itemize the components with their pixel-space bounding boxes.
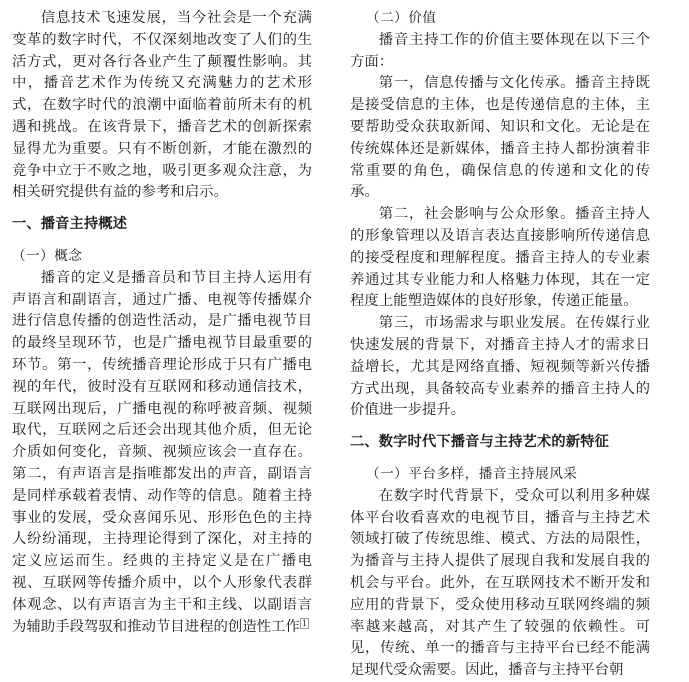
right-column [350,8,650,682]
intro-paragraph: 信息技术飞速发展，当今社会是一个充满变革的数字时代，不仅深刻地改变了人们的生活方式，更对各行各业产生了颠覆性影响。其中，播音艺术作为传统又充满魅力的艺术形式，在数字时代的浪潮中面临着前所未有的机遇和挑战。在该背景下，播音艺术的创新探索显得尤为重要。只有不断创新，才能在激烈的竞争中立于不败之地，吸引更多观众注意，为相关研究提供有益的参考和启示。 [12,10,312,201]
subheading-concept: （一）概念 [12,247,83,264]
value-point-1: 第一，信息传播与文化传承。播音主持既是接受信息的主体，也是传递信息的主体，主要帮助受众获取新闻、知识和文化。无论是在传统媒体还是新媒体，播音主持人都扮演着非常重要的角色，确保信息的传递和文化的传承。 [350,75,650,201]
subheading-value: （二）价值 [366,10,437,26]
section-heading-overview: 一、播音主持概述 [12,216,128,233]
value-intro-paragraph: 播音主持工作的价值主要体现在以下三个方面： [350,31,650,70]
concept-text: 播音的定义是播音员和节目主持人运用有声语言和副语言，通过广播、电视等传播媒介进行信息传播的创造性活动，是广播电视节目的最终呈现环节，也是广播电视节目最重要的环节。第一，传统播音理论形成于只有广播电视的年代，彼时没有互联网和移动通信技术，互联网出现后，广播电视的称呼被音频、视频取代，互联网之后还会出现其他介质，但无论介质如何变化，音频、视频应该会一直存在。第二，有声语言是指唯都发出的声音，副语言是同样承载着表情、动作等的信息。随着主持事业的发展，受众喜闻乐见、形形色色的主持人纷纷涌现，主持理论得到了深化，对主持的定义应运而生。经典的主持定义是在广播电视、互联网等传播介质中，以个人形象代表群体观念、以有声语言为主干和主线、以副语言为辅助手段驾驭和推动节目进程的创造性工作 [12,269,312,635]
left-column [12,8,312,638]
value-point-2: 第二，社会影响与公众形象。播音主持人的形象管理以及语言表达直接影响所传递信息的接受程度和理解程度。播音主持人的专业素养通过其专业能力和人格魅力体现，其在一定程度上能塑造媒体的良好形象，传递正能量。 [350,206,650,310]
section-heading-new-features: 二、数字时代下播音与主持艺术的新特征 [350,434,609,451]
citation-marker[interactable]: 1 [301,618,307,628]
platform-paragraph: 在数字时代背景下，受众可以利用多种媒体平台收看喜欢的电视节目，播音与主持艺术领域打破了传统思维、模式、方法的局限性，为播音与主持人提供了展现自我和发展自我的机会与平台。此外，在互联网技术不断开发和应用的背景下，受众使用移动互联网终端的频率越来越高，对其产生了较强的依赖性。可见，传统、单一的播音与主持平台已经不能满足现代受众需要。因此，播音与主持平台朝 [350,487,650,679]
value-point-3: 第三，市场需求与职业发展。在传媒行业快速发展的背景下，对播音主持人才的需求日益增长，尤其是网络直播、短视频等新兴传播方式出现，具备较高专业素养的播音主持人的价值进一步提升。 [350,315,650,419]
subheading-platforms: （一）平台多样，播音主持展风采 [366,465,578,482]
